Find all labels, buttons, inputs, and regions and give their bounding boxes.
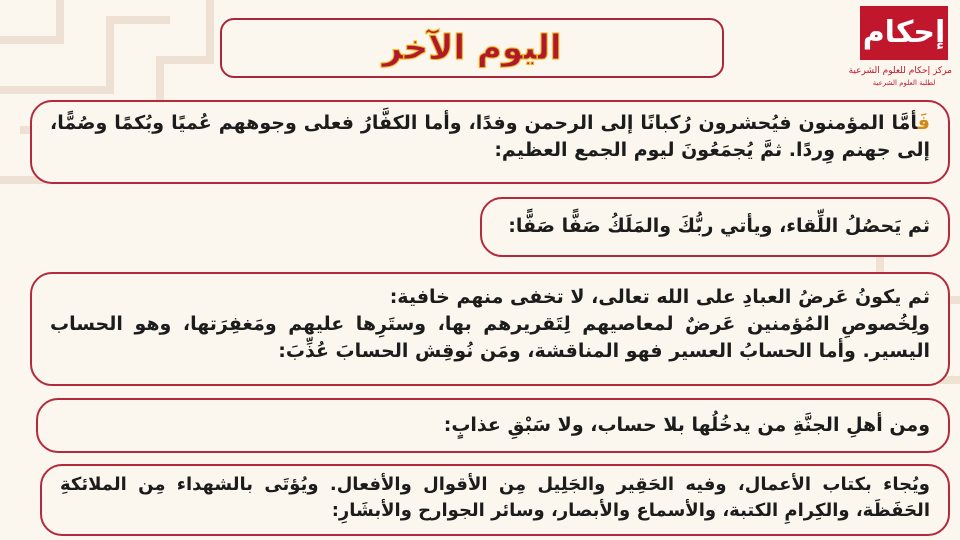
paragraph-box-reckoning <box>30 272 950 386</box>
paragraph-reckoning-detail: ولِخُصوصِ المُؤمنين عَرضٌ لمعاصيهم لِتَقريرهم بها، وستَرِها عليهم ومَغفِرَتها، وهو الحساب اليسير. وأما الحسابُ العسير فهو المناقشة، ومَن نُوقِش الحسابَ عُذِّبَ: <box>50 312 930 362</box>
paragraph-reckoning-intro: ثم يكونُ عَرضُ العبادِ على الله تعالى، لا تخفى منهم خافية: <box>389 286 930 308</box>
page-title: اليوم الآخر <box>382 28 562 68</box>
paragraph-box-paradise <box>36 398 950 453</box>
paragraph-box-gathering <box>30 100 950 184</box>
paragraph-box-meeting <box>480 197 950 257</box>
logo-subcaption: لطلبة العلوم الشرعية <box>872 79 936 87</box>
title-banner <box>220 18 724 78</box>
logo-caption: مركز إحكام للعلوم الشرعية <box>848 66 952 76</box>
paragraph-gathering <box>50 110 930 164</box>
logo-mark <box>860 6 948 60</box>
logo-mark-text: إحكام <box>862 15 946 50</box>
paragraph-paradise: ومن أهلِ الجنَّةِ من يدخُلُها بلا حساب، ولا سَبْقِ عذابٍ: <box>443 414 930 436</box>
paragraph-lead-letter: فَ <box>917 112 930 134</box>
paragraph-meeting: ثم يَحصُلُ اللِّقاء، ويأتي ربُّكَ والمَلَكُ صَفًّا صَفًّا: <box>508 215 930 237</box>
brand-logo <box>848 6 952 90</box>
paragraph-box-record <box>40 464 950 536</box>
paragraph-record: ويُجاء بكتاب الأعمال، وفيه الحَقِير والجَلِيل مِن الأقوال والأفعال. ويُؤتَى بالشهداء مِن الملائكةِ الحَفَظَة، والكِرامِ الكتبة، والأسماع والأبصار، وسائر الجوارح والأبشَارِ: <box>60 474 930 521</box>
paragraph-gathering-text: أمَّا المؤمنون فيُحشرون رُكبانًا إلى الرحمن وفدًا، وأما الكفَّارُ فعلى وجوههم عُميًا وبُكمًا وصُمًّا، إلى جهنم وِردًا. ثمَّ يُجمَعُونَ ليوم الجمع العظيم: <box>50 112 930 161</box>
